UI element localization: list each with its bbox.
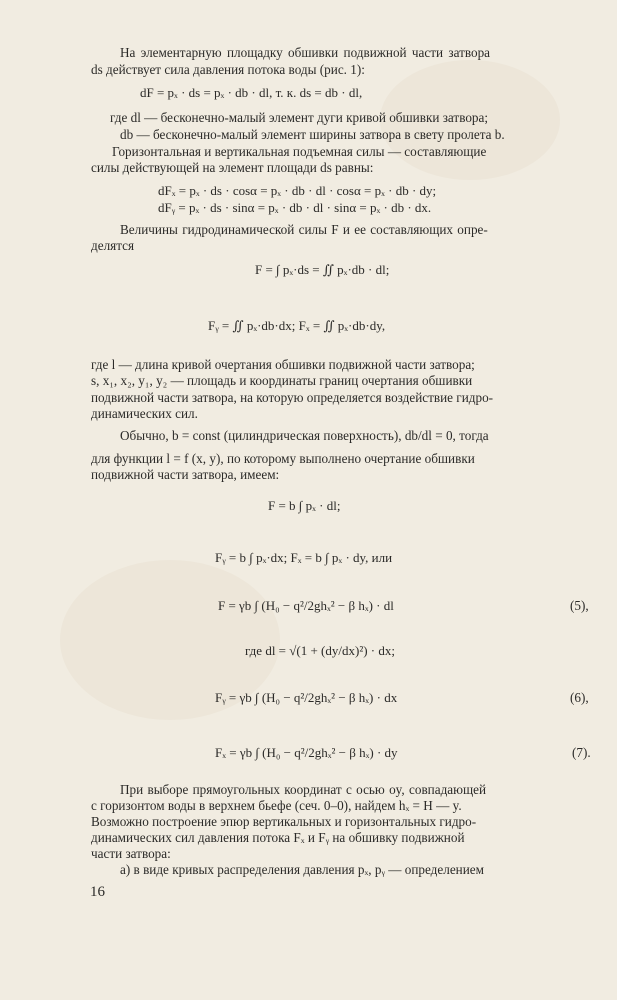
text-line: делятся [91,238,135,253]
text-line: Возможно построение эпюр вертикальных и горизонтальных гидро- [91,814,477,829]
text-line: а) в виде кривых распределения давления pₓ, pᵧ — определением [120,862,484,877]
text-line: подвижной части затвора, имеем: [91,467,280,482]
text-line: При выборе прямоугольных координат с осью oy, совпадающей [120,782,487,797]
text-line: Горизонтальная и вертикальная подъемная силы — составляющие [112,144,487,159]
equation: dF = pₓ · ds = pₓ · db · dl, т. к. ds = db · dl, [140,85,363,100]
equation: F = ∫ pₓ·ds = ∬ pₓ·db · dl; [255,262,390,277]
equation: F = b ∫ pₓ · dl; [268,498,341,513]
text-line: с горизонтом воды в верхнем бьефе (сеч. 0–0), найдем hₓ = H — y. [91,798,462,813]
text-line: подвижной части затвора, на которую определяется воздействие гидро- [91,390,494,405]
text-line: Обычно, b = const (цилиндрическая поверхность), db/dl = 0, тогда [120,428,489,443]
text-line: s, x₁, x₂, y₁, y₂ — площадь и координаты границ очертания обшивки [91,373,473,388]
text-line: динамических сил давления потока Fₓ и Fᵧ на обшивку подвижной [91,830,465,845]
equation-number: (7). [572,745,591,760]
equation: где dl = √(1 + (dy/dx)²) · dx; [245,643,395,658]
page-number: 16 [90,884,105,900]
equation: Fᵧ = b ∫ pₓ·dx; Fₓ = b ∫ pₓ · dy, или [215,550,393,565]
equation: dFᵧ = pₓ · ds · sinα = pₓ · db · dl · sinα = pₓ · db · dx. [158,200,432,215]
equation: F = γb ∫ (H₀ − q²/2ghₓ² − β hₓ) · dl [218,598,394,613]
text-line: ds действует сила давления потока воды (рис. 1): [91,62,365,77]
text-line: где dl — бесконечно-малый элемент дуги кривой обшивки затвора; [110,110,489,125]
equation-number: (5), [570,598,589,613]
equation: Fᵧ = ∬ pₓ·db·dx; Fₓ = ∬ pₓ·db·dy, [208,318,386,333]
equation: Fᵧ = γb ∫ (H₀ − q²/2ghₓ² − β hₓ) · dx [215,690,398,705]
text-line: силы действующей на элемент площади ds равны: [91,160,374,175]
text-line: db — бесконечно-малый элемент ширины затвора в свету пролета b. [120,127,505,142]
equation: Fₓ = γb ∫ (H₀ − q²/2ghₓ² − β hₓ) · dy [215,745,398,760]
text-line: На элементарную площадку обшивки подвижной части затвора [120,45,491,60]
text-line: Величины гидродинамической силы F и ее составляющих опре- [120,222,488,237]
text-line: динамических сил. [91,406,198,421]
equation-number: (6), [570,690,589,705]
equation: dFₓ = pₓ · ds · cosα = pₓ · db · dl · cosα = pₓ · db · dy; [158,183,437,198]
text-line: части затвора: [91,846,171,861]
text-line: для функции l = f (x, y), по которому выполнено очертание обшивки [91,451,475,466]
text-line: где l — длина кривой очертания обшивки подвижной части затвора; [91,357,475,372]
